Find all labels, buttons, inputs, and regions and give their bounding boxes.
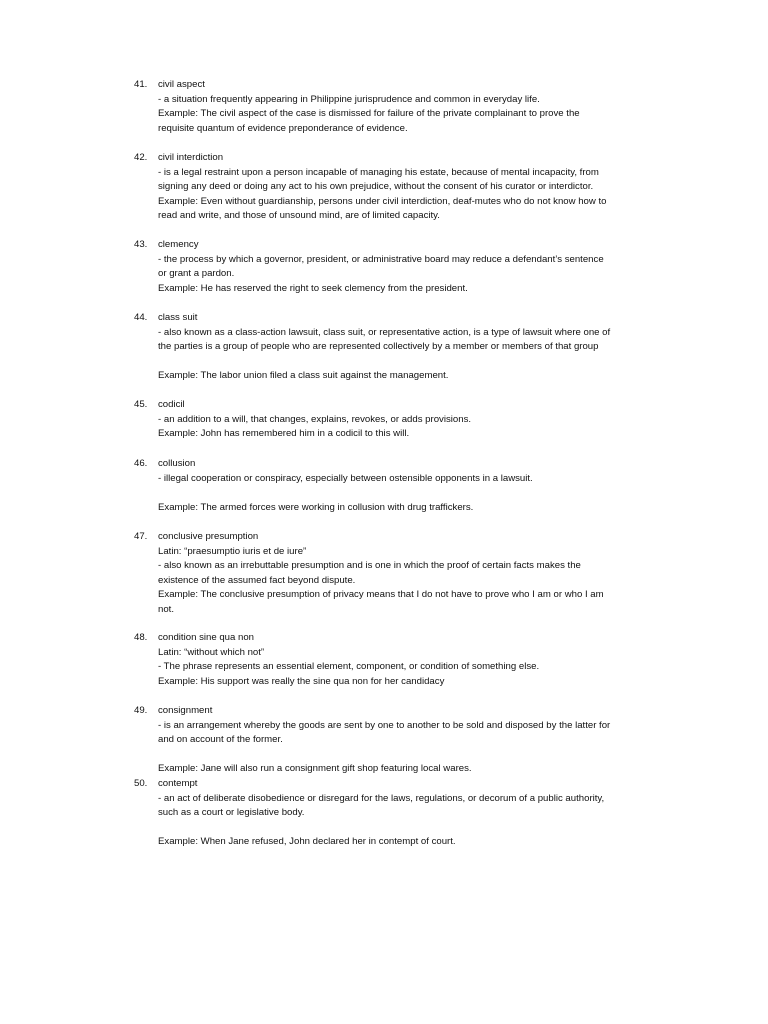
entry-term: conclusive presumption	[158, 531, 259, 542]
entry-line: Example: The conclusive presumption of privacy means that I do not have to prove who I am or who I am	[158, 589, 604, 601]
blank-line	[158, 748, 680, 763]
entry-line: Example: The civil aspect of the case is dismissed for failure of the private complainant to prove the	[158, 108, 580, 120]
entry-line: - The phrase represents an essential element, component, or condition of something else.	[158, 661, 540, 673]
entry-line: - the process by which a governor, president, or administrative board may reduce a defendant’s sentence	[158, 253, 604, 265]
blank-line	[158, 486, 680, 501]
entry-line: Example: His support was really the sine qua non for her candidacy	[158, 675, 445, 687]
entry-number: 50.	[134, 778, 148, 789]
entry-line: - is a legal restraint upon a person incapable of managing his estate, because of mental incapacity, from	[158, 166, 599, 178]
entry-line: - also known as an irrebuttable presumption and is one in which the proof of certain facts makes the	[158, 560, 581, 572]
entry-line: the parties is a group of people who are represented collectively by a member or members of that group	[158, 341, 599, 353]
entry-line: - a situation frequently appearing in Philippine jurisprudence and common in everyday life.	[158, 93, 540, 105]
entry-number: 48.	[134, 632, 148, 643]
entry-line: signing any deed or doing any act to his own prejudice, without the consent of his curator or interdictor.	[158, 181, 594, 193]
entry-line: Latin: “without which not”	[158, 646, 265, 658]
entry-line: Example: When Jane refused, John declared her in contempt of court.	[158, 836, 456, 848]
entry-term: consignment	[158, 705, 213, 716]
entry-term: class suit	[158, 312, 198, 323]
entry-line: not.	[158, 603, 175, 615]
entry-number: 49.	[134, 705, 148, 716]
entry-line: and on account of the former.	[158, 734, 283, 746]
entry-line: read and write, and those of unsound mind, are of limited capacity.	[158, 210, 440, 222]
entry-line: or grant a pardon.	[158, 268, 235, 280]
entry-line: Example: He has reserved the right to seek clemency from the president.	[158, 282, 468, 294]
entry-term: collusion	[158, 458, 196, 469]
entry-term: civil aspect	[158, 79, 205, 90]
entry-number: 43.	[134, 239, 148, 250]
entry-line: Latin: “praesumptio iuris et de iure”	[158, 545, 307, 557]
entry-line: existence of the assumed fact beyond dispute.	[158, 574, 356, 586]
entry-number: 47.	[134, 531, 148, 542]
entry-number: 46.	[134, 458, 148, 469]
entry-line: Example: Even without guardianship, persons under civil interdiction, deaf-mutes who do not know how to	[158, 195, 607, 207]
entry-line: Example: John has remembered him in a codicil to this will.	[158, 428, 410, 440]
entry-term: codicil	[158, 399, 185, 410]
entry-line: such as a court or legislative body.	[158, 807, 305, 819]
entry-line: - also known as a class-action lawsuit, class suit, or representative action, is a type of lawsuit where one of	[158, 326, 611, 338]
entry-number: 45.	[134, 399, 148, 410]
entry-term: civil interdiction	[158, 152, 224, 163]
entry-line: - is an arrangement whereby the goods are sent by one to another to be sold and disposed by the latter for	[158, 719, 611, 731]
entry-term: clemency	[158, 239, 199, 250]
entry-line: Example: The armed forces were working in collusion with drug traffickers.	[158, 501, 474, 513]
entry-line: Example: The labor union filed a class suit against the management.	[158, 370, 449, 382]
entry-number: 41.	[134, 79, 148, 90]
entry-number: 44.	[134, 312, 148, 323]
entry-term: contempt	[158, 778, 198, 789]
blank-line	[158, 355, 680, 370]
entry-line: - an addition to a will, that changes, explains, revokes, or adds provisions.	[158, 413, 472, 425]
entry-line: - illegal cooperation or conspiracy, especially between ostensible opponents in a lawsuit.	[158, 472, 533, 484]
blank-line	[158, 821, 680, 836]
entry-line: - an act of deliberate disobedience or disregard for the laws, regulations, or decorum of a public authority,	[158, 792, 605, 804]
entry-line: Example: Jane will also run a consignment gift shop featuring local wares.	[158, 763, 472, 775]
entry-number: 42.	[134, 152, 148, 163]
entry-term: condition sine qua non	[158, 632, 255, 643]
entry-line: requisite quantum of evidence preponderance of evidence.	[158, 122, 408, 134]
